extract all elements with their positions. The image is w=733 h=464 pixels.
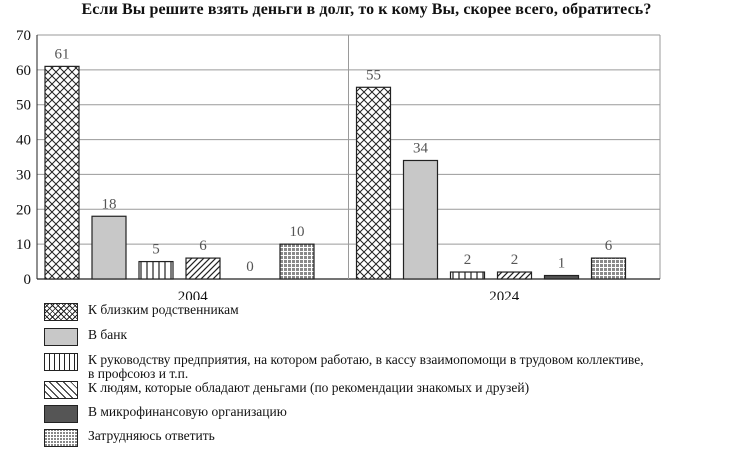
legend-label: К руководству предприятия, на котором работаю, в кассу взаимопомощи в трудовом коллективе, в профсоюз и т.п.	[88, 352, 644, 381]
y-tick-label: 40	[16, 132, 31, 149]
y-tick-label: 70	[16, 28, 31, 44]
x-category-label: 2004	[177, 289, 208, 300]
y-tick-label: 0	[23, 272, 31, 288]
data-label: 6	[199, 238, 207, 255]
bar-gray-2004	[92, 216, 126, 279]
legend-item	[44, 303, 239, 321]
data-label: 18	[101, 196, 117, 213]
legend-label: Затрудняюсь ответить	[88, 428, 215, 443]
bar-dark-2024	[545, 276, 579, 279]
bar-dotgrid-2004	[280, 244, 314, 279]
data-label: 1	[557, 255, 566, 272]
bar-vertical-2024	[451, 272, 485, 279]
data-label: 61	[54, 46, 70, 63]
chart-title: Если Вы решите взять деньги в долг, то к кому Вы, скорее всего, обратитесь?	[81, 1, 652, 18]
legend-swatch-dotgrid	[44, 429, 78, 447]
legend-item	[44, 429, 215, 447]
legend-label: К людям, которые обладают деньгами (по рекомендации знакомых и друзей)	[88, 380, 530, 395]
legend-item	[44, 353, 644, 381]
data-label: 2	[510, 252, 519, 269]
bar-crosshatch-2004	[45, 66, 79, 279]
bar-dotgrid-2024	[592, 258, 626, 279]
data-label: 5	[152, 241, 160, 258]
data-label: 55	[366, 67, 381, 84]
x-category-label: 2024	[489, 289, 520, 300]
data-label: 2	[463, 252, 472, 269]
data-label: 0	[246, 259, 254, 275]
legend-swatch-gray	[44, 328, 78, 346]
y-tick-label: 60	[16, 62, 31, 79]
legend-label: К близким родственникам	[88, 302, 239, 317]
data-label: 10	[289, 224, 305, 241]
legend-swatch-crosshatch	[44, 303, 78, 321]
bar-diagonal-2004	[186, 258, 220, 279]
legend-label: В банк	[88, 327, 128, 342]
bar-diagonal-2024	[498, 272, 532, 279]
legend-label: В микрофинансовую организацию	[88, 404, 287, 419]
y-tick-label: 50	[16, 97, 31, 114]
legend-item	[44, 381, 529, 399]
bar-crosshatch-2024	[357, 87, 391, 279]
legend-item	[44, 405, 287, 423]
legend-swatch-dark	[44, 405, 78, 423]
data-label: 34	[413, 140, 428, 157]
legend-swatch-diagonal	[44, 381, 78, 399]
legend-swatch-vertical	[44, 353, 78, 371]
y-tick-label: 30	[16, 167, 31, 184]
bar-vertical-2004	[139, 262, 173, 279]
y-tick-label: 20	[16, 202, 31, 219]
legend-item	[44, 328, 127, 346]
data-label: 6	[604, 238, 613, 255]
bar-gray-2024	[404, 160, 438, 279]
y-tick-label: 10	[16, 237, 31, 254]
